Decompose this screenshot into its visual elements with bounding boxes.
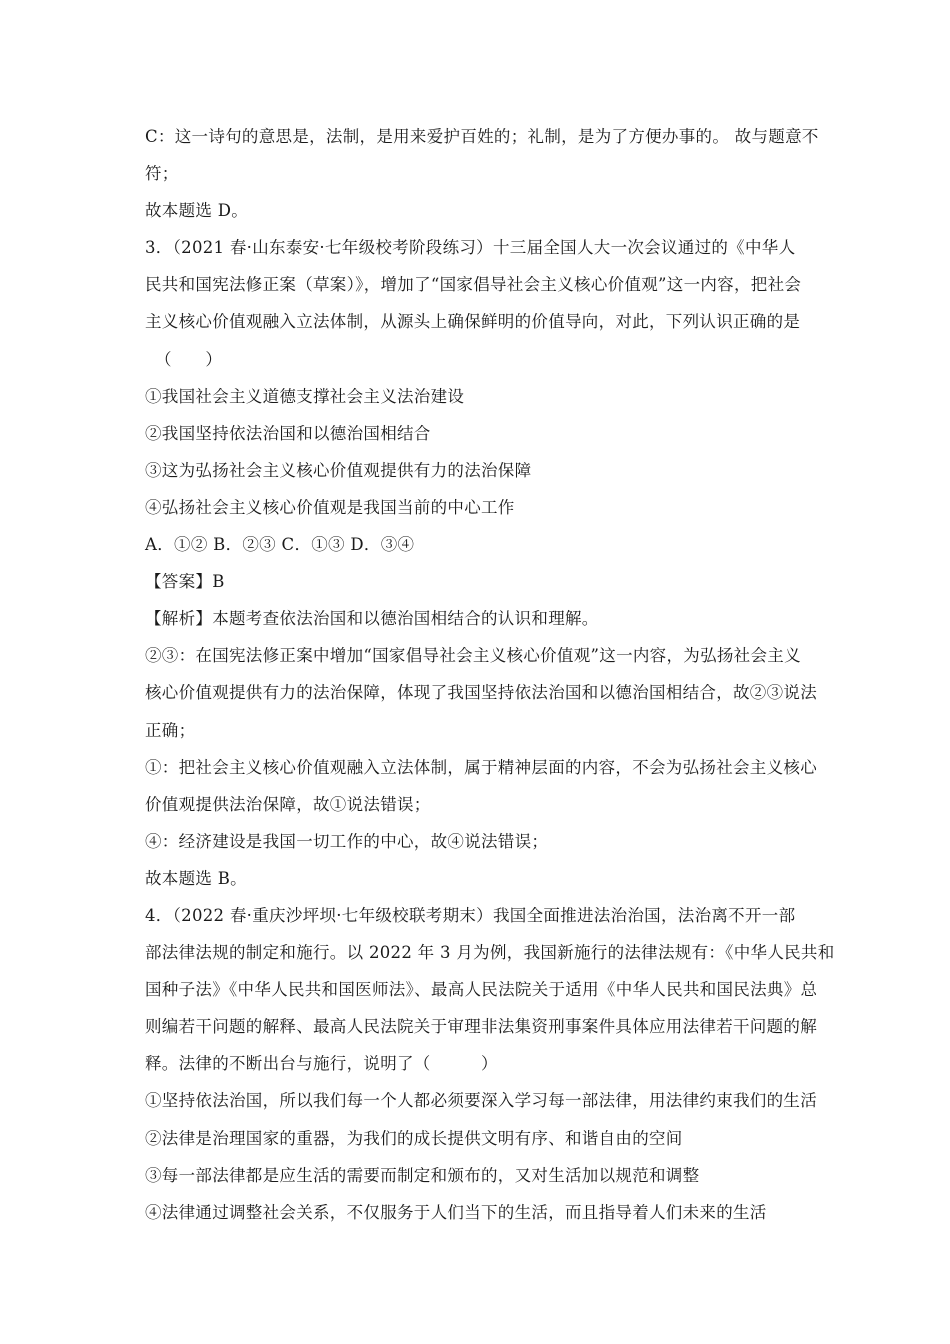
- option-statement: ③这为弘扬社会主义核心价值观提供有力的法治保障: [145, 460, 532, 480]
- question-3-stem: 3．（2021 春·山东泰安·七年级校考阶段练习）十三届全国人大一次会议通过的《中华人: [145, 238, 796, 258]
- answer-blank: （ ）: [155, 349, 223, 369]
- option-statement: ④弘扬社会主义核心价值观是我国当前的中心工作: [145, 497, 515, 517]
- text-line: ④：经济建设是我国一切工作的中心，故④说法错误；: [145, 831, 549, 851]
- analysis-label: 【解析】本题考查依法治国和以德治国相结合的认识和理解。: [145, 609, 599, 629]
- text-line: 国种子法》《中华人民共和国医师法》、最高人民法院关于适用《中华人民共和国民法典》总: [145, 980, 818, 1000]
- option-statement: ④法律通过调整社会关系，不仅服务于人们当下的生活，而且指导着人们未来的生活: [145, 1202, 767, 1222]
- text-line: 民共和国宪法修正案（草案）》，增加了“国家倡导社会主义核心价值观”这一内容，把社会: [145, 275, 802, 295]
- text-line: 价值观提供法治保障，故①说法错误；: [145, 794, 431, 814]
- text-line: 核心价值观提供有力的法治保障，体现了我国坚持依法治国和以德治国相结合，故②③说法: [145, 683, 817, 703]
- option-statement: ①我国社会主义道德支撑社会主义法治建设: [145, 386, 465, 406]
- text-line: 释。法律的不断出台与施行，说明了（ ）: [145, 1054, 498, 1074]
- text-line: 正确；: [145, 720, 196, 740]
- text-line: ①：把社会主义核心价值观融入立法体制，属于精神层面的内容，不会为弘扬社会主义核心: [145, 757, 817, 777]
- text-line: 则编若干问题的解释、最高人民法院关于审理非法集资刑事案件具体应用法律若干问题的解: [145, 1017, 817, 1037]
- text-line: 故本题选 D。: [145, 201, 249, 221]
- option-statement: ③每一部法律都是应生活的需要而制定和颁布的，又对生活加以规范和调整: [145, 1165, 700, 1185]
- text-line: 故本题选 B。: [145, 868, 247, 888]
- text-line: C：这一诗句的意思是，法制，是用来爱护百姓的；礼制，是为了方便办事的。 故与题意不: [145, 127, 819, 146]
- answer-label: 【答案】B: [145, 572, 225, 592]
- text-line: 符；: [145, 164, 179, 184]
- answer-choices: A．①② B．②③ C．①③ D．③④: [145, 535, 415, 555]
- text-line: 部法律法规的制定和施行。以 2022 年 3 月为例，我国新施行的法律法规有：《中华人民共和: [145, 943, 835, 963]
- text-line: ②③：在国宪法修正案中增加“国家倡导社会主义核心价值观”这一内容，为弘扬社会主义: [145, 646, 801, 666]
- option-statement: ②我国坚持依法治国和以德治国相结合: [145, 423, 431, 443]
- document-body: [145, 118, 835, 1231]
- option-statement: ①坚持依法治国，所以我们每一个人都必须要深入学习每一部法律，用法律约束我们的生活: [145, 1091, 817, 1111]
- question-4-stem: 4．（2022 春·重庆沙坪坝·七年级校联考期末）我国全面推进法治治国，法治离不开一部: [145, 905, 796, 925]
- text-line: 主义核心价值观融入立法体制，从源头上确保鲜明的价值导向，对此，下列认识正确的是: [145, 312, 801, 332]
- option-statement: ②法律是治理国家的重器，为我们的成长提供文明有序、和谐自由的空间: [145, 1128, 683, 1148]
